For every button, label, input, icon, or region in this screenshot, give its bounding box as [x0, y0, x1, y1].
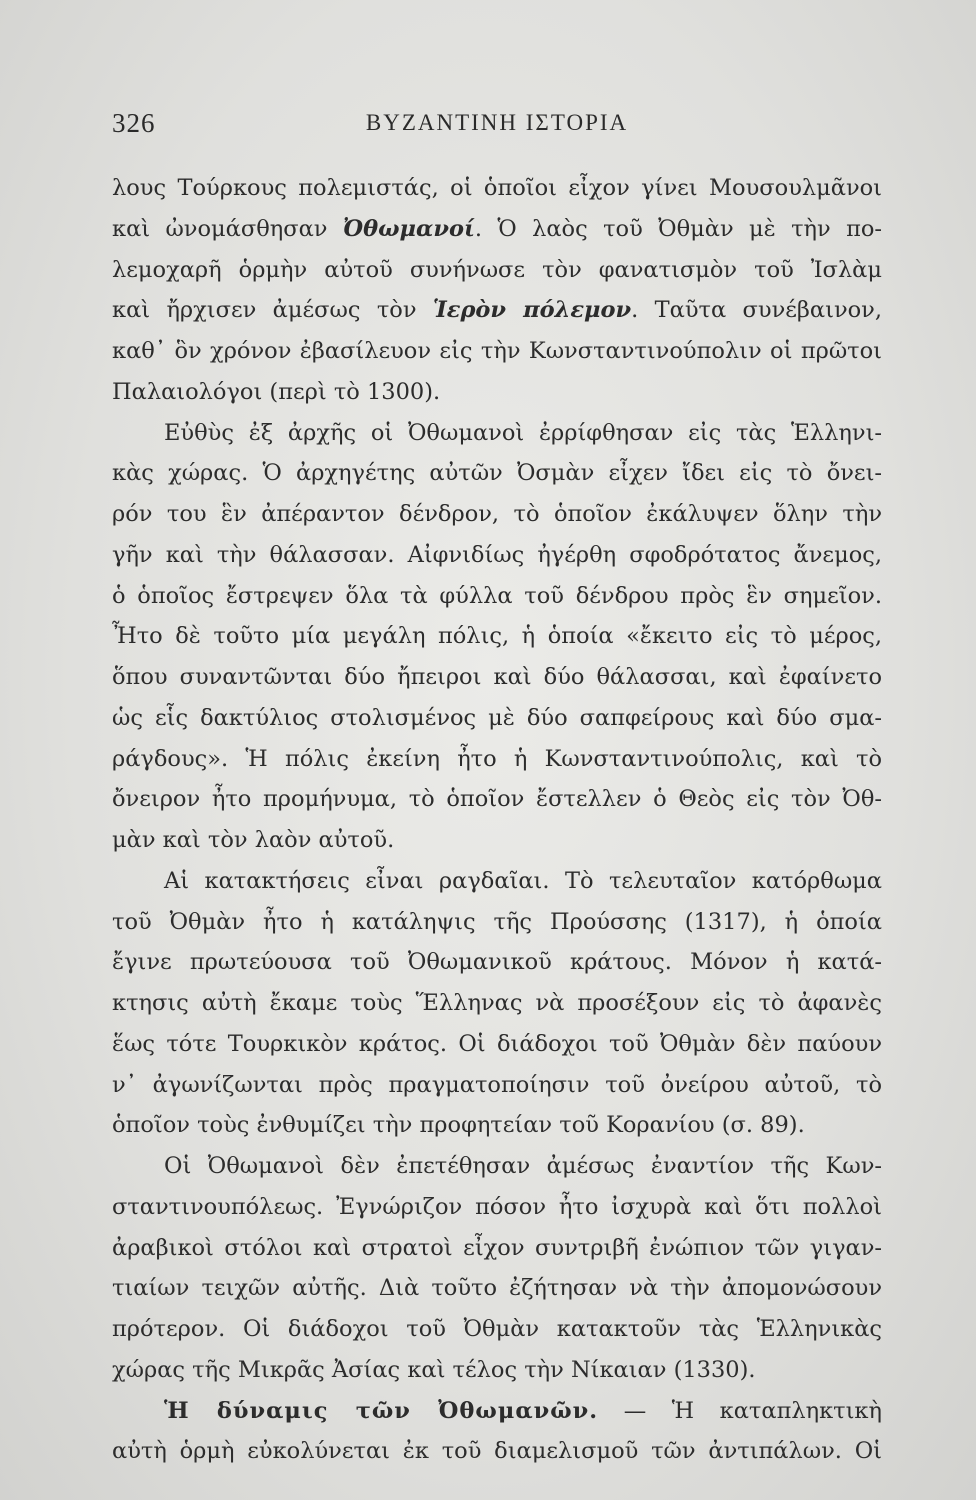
emphasis-hieros-polemos: Ἱερὸν πόλεμον — [432, 297, 632, 324]
text-line: Οἱ Ὀθωμανοὶ δὲν ἐπετέθησαν ἀμέσως ἐναντίον τῆς Κων- — [164, 1153, 882, 1179]
page-number: 326 — [112, 108, 156, 138]
text-line — [112, 209, 882, 250]
text-line: καθ᾽ ὃν χρόνον ἐβασίλευον εἰς τὴν Κωνσταντινούπολιν οἱ πρῶτοι — [112, 338, 882, 364]
body-text — [112, 168, 882, 1472]
text-line: ράγδους». Ἡ πόλις ἐκείνη ἦτο ἡ Κωνσταντινούπολις, καὶ τὸ — [112, 745, 882, 772]
text-line: ὄνειρον ἦτο προμήνυμα, τὸ ὁποῖον ἔστελλεν ὁ Θεὸς εἰς τὸν Ὀθ- — [112, 786, 882, 813]
text-line: λεμοχαρῆ ὁρμὴν αὐτοῦ συνήνωσε τὸν φανατισμὸν τοῦ Ἰσλὰμ — [112, 256, 882, 283]
text-run: — Ἡ καταπληκτικὴ — [598, 1397, 882, 1424]
text-line: πρότερον. Οἱ διάδοχοι τοῦ Ὀθμὰν κατακτοῦν τὰς Ἑλληνικὰς — [112, 1316, 882, 1342]
text-line: ν᾽ ἀγωνίζωνται πρὸς πραγματοποίησιν τοῦ ὀνείρου αὐτοῦ, τὸ — [112, 1071, 882, 1098]
text-line: ὅπου συναντῶνται δύο ἤπειροι καὶ δύο θάλασσαι, καὶ ἐφαίνετο — [112, 664, 882, 690]
text-line: ἔγινε πρωτεύουσα τοῦ Ὀθωμανικοῦ κράτους. Μόνον ἡ κατά- — [112, 949, 882, 976]
text-run: καὶ ὠνομάσθησαν — [112, 215, 343, 242]
text-line: ρόν του ἓν ἀπέραντον δένδρον, τὸ ὁποῖον ἐκάλυψεν ὅλην τὴν — [112, 501, 882, 527]
text-line: ἀραβικοὶ στόλοι καὶ στρατοὶ εἶχον συντριβῆ ἐνώπιον τῶν γιγαν- — [112, 1234, 882, 1261]
text-line: ἕως τότε Τουρκικὸν κράτος. Οἱ διάδοχοι τοῦ Ὀθμὰν δὲν παύουν — [112, 1030, 882, 1057]
text-line: Ἦτο δὲ τοῦτο μία μεγάλη πόλις, ἡ ὁποία «ἔκειτο εἰς τὸ μέρος, — [112, 623, 882, 650]
text-run: . Ὁ λαὸς τοῦ Ὀθμὰν μὲ τὴν πο- — [474, 215, 882, 242]
text-line: χώρας τῆς Μικρᾶς Ἀσίας καὶ τέλος τὴν Νίκαιαν (1330). — [112, 1356, 756, 1383]
text-run: καὶ ἤρχισεν ἀμέσως τὸν — [112, 297, 433, 324]
text-line: λους Τούρκους πολεμιστάς, οἱ ὁποῖοι εἶχον γίνει Μουσουλμᾶνοι — [112, 175, 882, 201]
text-line — [112, 290, 882, 331]
text-line: κὰς χώρας. Ὁ ἀρχηγέτης αὐτῶν Ὀσμὰν εἶχεν ἴδει εἰς τὸ ὄνει- — [112, 460, 882, 487]
text-line: ὡς εἷς δακτύλιος στολισμένος μὲ δύο σαπφείρους καὶ δύο σμα- — [112, 704, 882, 731]
text-line: τοῦ Ὀθμὰν ἦτο ἡ κατάληψις τῆς Προύσσης (1317), ἡ ὁποία — [112, 908, 882, 935]
text-run: . Ταῦτα συνέβαινον, — [631, 297, 882, 324]
text-line: αὐτὴ ὁρμὴ εὐκολύνεται ἐκ τοῦ διαμελισμοῦ τῶν ἀντιπάλων. Οἱ — [112, 1438, 882, 1465]
text-line: ὁποῖον τοὺς ἐνθυμίζει τὴν προφητείαν τοῦ Κορανίου (σ. 89). — [112, 1112, 805, 1139]
text-line: σταντινουπόλεως. Ἐγνώριζον πόσον ἦτο ἰσχυρὰ καὶ ὅτι πολλοὶ — [112, 1193, 882, 1220]
text-line: Εὐθὺς ἐξ ἀρχῆς οἱ Ὀθωμανοὶ ἐρρίφθησαν εἰς τὰς Ἑλληνι- — [164, 419, 882, 446]
text-line: κτησις αὐτὴ ἔκαμε τοὺς Ἕλληνας νὰ προσέξουν εἰς τὸ ἀφανὲς — [112, 990, 882, 1016]
text-line: ὁ ὁποῖος ἔστρεψεν ὅλα τὰ φύλλα τοῦ δένδρου πρὸς ἓν σημεῖον. — [112, 582, 882, 609]
text-line: γῆν καὶ τὴν θάλασσαν. Αἰφνιδίως ἠγέρθη σφοδρότατος ἄνεμος, — [112, 541, 882, 568]
text-line: μὰν καὶ τὸν λαὸν αὐτοῦ. — [112, 827, 395, 853]
section-heading: Ἡ δύναμις τῶν Ὀθωμανῶν. — [164, 1397, 599, 1424]
page-header — [112, 108, 882, 148]
emphasis-othomanoi: Ὀθωμανοί — [342, 215, 475, 242]
text-line: τιαίων τειχῶν αὐτῆς. Διὰ τοῦτο ἐζήτησαν νὰ τὴν ἀπομονώσουν — [112, 1275, 882, 1302]
section-heading-line — [112, 1391, 882, 1432]
running-title: ΒΥΖΑΝΤΙΝΗ ΙΣΤΟΡΙΑ — [365, 110, 629, 135]
text-line: Παλαιολόγοι (περὶ τὸ 1300). — [112, 378, 441, 405]
text-line: Αἱ κατακτήσεις εἶναι ραγδαῖαι. Τὸ τελευταῖον κατόρθωμα — [164, 867, 882, 894]
